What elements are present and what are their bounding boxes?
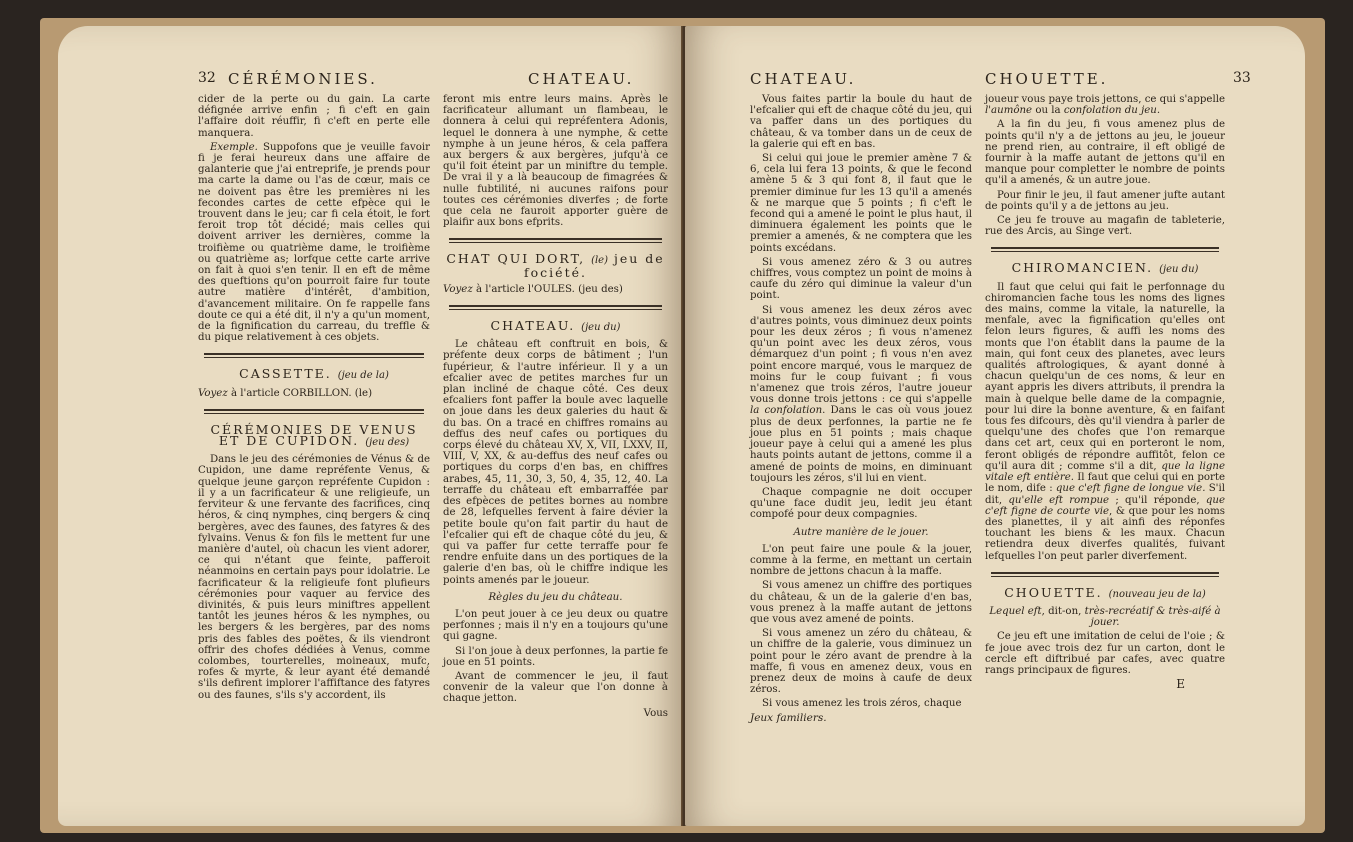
divider (991, 247, 1219, 249)
signature-line: Jeux familiers. (750, 711, 827, 724)
right-running-head: CHATEAU. (750, 70, 857, 88)
paragraph: cider de la perte ou du gain. La carte défignée arrive enfin ; fi c'eft en gain l'affaire doit réuffir, fi c'eft en perte elle manquera. (198, 94, 430, 139)
paragraph: joueur vous paye trois jettons, ce qui s'appelle l'aumône ou la confolation du jeu. (985, 94, 1225, 117)
book (40, 18, 1325, 833)
subheading: Règles du jeu du château. (488, 591, 623, 603)
paragraph: Ce jeu eft une imitation de celui de l'oie ; & fe joue avec trois dez fur un carton, dont le cercle eft diftribué par cafes, avec quatre rangs principaux de figures. (985, 631, 1225, 676)
divider (991, 572, 1219, 574)
paragraph: Avant de commencer le jeu, il faut convenir de la valeur que l'on donne à chaque jetton. (443, 670, 668, 705)
article-heading: CHOUETTE. (nouveau jeu de la) (1004, 584, 1206, 600)
article-heading: CHATEAU. (jeu du) (490, 318, 621, 334)
paragraph: Si celui qui joue le premier amène 7 & 6, cela lui fera 13 points, & que le fecond amène 5 & 3 qui font 8, il faut que le premier diminue fur les 13 qu'il a amenés & ne marque que 5 points ; fi c'eft le fecond qui a amené le point le plus haut, il diminuera également les points que le premier a amenés, & ne comptera que les points excédans. (750, 153, 972, 254)
paragraph: Si vous amenez un chiffre des portiques du château, & un de la galerie d'en bas, vous prenez à la maffe autant de jettons que vous avez amené de points. (750, 580, 972, 625)
paragraph: Exemple. Suppofons que je veuille favoir fi je ferai heureux dans une affaire de galanterie que j'ai entreprife, je prends pour ma carte la dame ou l'as de cœur, mais ce ne doivent pas être les premières ni les fecondes cartes de cette efpèce qui le trouvent dans le jeu; car fi cela étoit, le fort feroit trop tôt décidé; mais celles qui doivent arriver les dernières, comme la troifième ou quatrième dame, le troifième ou quatrième as; lorfque cette carte arrive on fait à quoi s'en tenir. Il en eft de même des queftions qu'on pourroit faire fur toute autre matière d'intérêt, d'ambition, d'avancement militaire. On fe rappelle fans doute ce qui a été dit, il n'y a qu'un moment, de la fignification du carreau, du treffle & du pique relativement à ces objets. (198, 141, 430, 344)
paragraph: Vous faites partir la boule du haut de l'efcalier qui eft de chaque côté du jeu, qui va paffer dans un des portiques du château, & va tomber dans un de ceux de la galerie qui eft en bas. (750, 94, 972, 150)
article-heading: CHAT QUI DORT, (le) jeu de fociété. (446, 251, 665, 280)
divider (991, 251, 1219, 252)
paragraph: L'on peut faire une poule & la jouer, comme à la ferme, en mettant un certain nombre de jettons chacun à la maffe. (750, 543, 972, 578)
paragraph: Ce jeu fe trouve au magafin de tableterie, rue des Arcis, au Singe vert. (985, 215, 1225, 238)
paragraph: Il faut que celui qui fait le perfonnage du chiromancien fache tous les noms des lignes des mains, comme la vitale, la naturelle, la menfale, avec la fignification qu'elles ont felon leurs figures, & auffi les noms des monts que l'on établit dans la paume de la main, qui font ceux des planetes, avec leurs qualités aftrologiques, & ayant donné à chacun quelqu'un de ces noms, & leur en ayant appris les divers attributs, il prendra la main à quelque belle dame de la compagnie, pour lui dire la bonne aventure, & en faifant tous fes difcours, dès qu'il viendra à parler de quelqu'une des chofes que l'on remarque dans cet art, ceux qui en porteront le nom, feront obligés de répondre auffitôt, felon ce qu'il aura dit ; comme s'il a dit, que la ligne vitale eft entière. Il faut que celui qui en porte le nom, dife : que c'eft figne de longue vie. S'il dit, qu'elle eft rompue ; qu'il réponde, que c'eft figne de courte vie, & que pour les noms des planettes, il y ait ainfi des réponfes touchant les biens & les maux. Chacun retiendra deux diverfes qualités, fuivant lefquelles l'on peut parler diverfement. (985, 281, 1226, 562)
divider (204, 409, 424, 411)
right-page-number: 33 (1233, 70, 1251, 86)
left-column-2 (443, 94, 668, 719)
divider (204, 357, 424, 358)
signature-mark: E (1176, 677, 1185, 692)
left-running-head: CÉRÉMONIES. (228, 70, 378, 88)
article-heading: CHIROMANCIEN. (jeu du) (1011, 260, 1199, 276)
article-heading: CÉRÉMONIES DE VENUS ET DE CUPIDON. (jeu des) (210, 421, 418, 449)
divider (204, 353, 424, 355)
divider (449, 305, 662, 307)
divider (204, 413, 424, 414)
subheading: Autre manière de le jouer. (793, 526, 929, 538)
divider (449, 238, 662, 240)
cross-reference: Voyez à l'article CORBILLON. (le) (198, 387, 373, 399)
right-running-head-2: CHOUETTE. (985, 70, 1109, 88)
right-page (685, 26, 1305, 826)
paragraph: Si vous amenez un zéro du château, & un chiffre de la galerie, vous diminuez un point pour le zéro avant de prendre à la maffe, fi vous en amenez deux, vous en prenez deux de moins à caufe de deux zéros. (750, 628, 972, 696)
catchword: Vous (643, 707, 668, 719)
right-column-1 (750, 94, 972, 724)
right-column-2 (985, 94, 1225, 690)
paragraph: Pour finir le jeu, il faut amener jufte autant de points qu'il y a de jettons au jeu. (985, 189, 1225, 212)
paragraph: Lequel eft, dit-on, très-recréatif & très-aifé à jouer. (989, 605, 1221, 629)
paragraph: feront mis entre leurs mains. Après le facrificateur allumant un flambeau, le donnera à celui qui repréfentera Adonis, lequel le donnera à une nymphe, & cette nymphe à un jeune héros, & cela paffera aux bergers & aux bergères, jufqu'à ce qu'il foit éteint par un miniftre du temple. De vrai il y a là beaucoup de fimagrées & nulle fubtilité, ni aucunes raifons pour toutes ces cérémonies diverfes ; de forte que cela ne fauroit apporter guère de plaifir aux bons efprits. (443, 94, 668, 229)
paragraph: A la fin du jeu, fi vous amenez plus de points qu'il n'y a de jettons au jeu, le joueur ne prend rien, au contraire, il eft obligé de fournir à la maffe autant de jettons qu'il en manque pour completter le nombre de points qu'il a amenés, & un autre joue. (985, 119, 1225, 187)
paragraph: Si l'on joue à deux perfonnes, la partie fe joue en 51 points. (443, 645, 668, 668)
divider (449, 242, 662, 243)
paragraph: Le château eft conftruit en bois, & préfente deux corps de bâtiment ; l'un fupérieur, & l'autre inférieur. Il y a un efcalier avec de petites marches fur un plan incliné de chaque côté. Ces deux efcaliers font paffer la boule avec laquelle on joue dans les deux galeries du haut & du bas. On a tracé en chiffres romains au deffus des neuf cafes ou portiques du corps élevé du château XV, X, VII, LXXV, II, VIII, V, XX, & au-deffus des neuf cafes ou portiques du corps d'en bas, en chiffres arabes, 45, 11, 30, 3, 50, 4, 35, 12, 40. La terraffe du château eft embarraffée par des efpèces de petites bornes au nombre de 28, lefquelles fervent à faire dévier la petite boule qu'on fait partir du haut de l'efcalier qui eft de chaque côté du jeu, & qui va paffer fur cette terraffe pour fe rendre enfuite dans un des portiques de la galerie d'en bas, où le chiffre indique les points amenés par le joueur. (443, 339, 668, 586)
paragraph: Si vous amenez les deux zéros avec d'autres points, vous diminuez deux points pour les deux zéros ; fi vous n'amenez qu'un point avec les deux zéros, vous démarquez d'un point ; fi vous n'en avez point encore marqué, vous le marquez de moins fur le coup fuivant ; fi vous n'amenez que trois zéros, l'autre joueur vous donne trois jettons : ce qui s'appelle la confolation. Dans le cas où vous jouez plus de deux perfonnes, la partie ne fe joue plus en 51 points ; mais chaque joueur paye à celui qui a amené les plus hauts points autant de jettons, comme il a amené de points de moins, en diminuant toujours les zéros, s'il lui en vient. (750, 304, 972, 484)
divider (449, 309, 662, 310)
paragraph: Si vous amenez les trois zéros, chaque (762, 698, 962, 710)
left-column-1 (198, 94, 430, 704)
left-page-number: 32 (198, 70, 216, 86)
paragraph: Dans le jeu des cérémonies de Vénus & de Cupidon, une dame repréfente Venus, & quelque jeune garçon repréfente Cupidon : il y a un facrificateur & une religieufe, un ferviteur & une fervante des facrifices, cinq héros, & cinq nymphes, cinq bergers & cinq bergères, avec des faunes, des fatyres & des fylvains. Venus & fon fils le mettent fur une manière d'autel, où chacun les vient adorer, ce qui n'étant que feinte, pafferoit néanmoins en certain pays pour idolatrie. Le facrificateur & la religieufe font plufieurs cérémonies pour vaquer au fervice des divinités, & puis leurs miniftres appellent tantôt les jeunes héros & les nymphes, ou les bergers & les bergères, par des noms pris des fables des poëtes, & ils viendront offrir des chofes dédiées à Venus, comme colombes, tourterelles, moineaux, mufc, rofes & myrte, & leur ayant été demandé s'ils defirent implorer l'affiftance des fatyres ou des faunes, s'ils s'y accordent, ils (198, 454, 430, 701)
left-running-head-2: CHATEAU. (528, 70, 635, 88)
cross-reference: Voyez à l'article l'OULES. (jeu des) (443, 283, 623, 295)
divider (991, 576, 1219, 577)
article-heading: CASSETTE. (jeu de la) (239, 366, 389, 382)
paragraph: Si vous amenez zéro & 3 ou autres chiffres, vous comptez un point de moins à caufe du zéro qui diminue la valeur d'un point. (750, 256, 972, 302)
paragraph: L'on peut jouer à ce jeu deux ou quatre perfonnes ; mais il n'y en a toujours qu'une qui gagne. (443, 608, 668, 643)
left-page (58, 26, 683, 826)
paragraph: Chaque compagnie ne doit occuper qu'une face dudit jeu, ledit jeu étant compofé pour deux compagnies. (750, 486, 972, 521)
